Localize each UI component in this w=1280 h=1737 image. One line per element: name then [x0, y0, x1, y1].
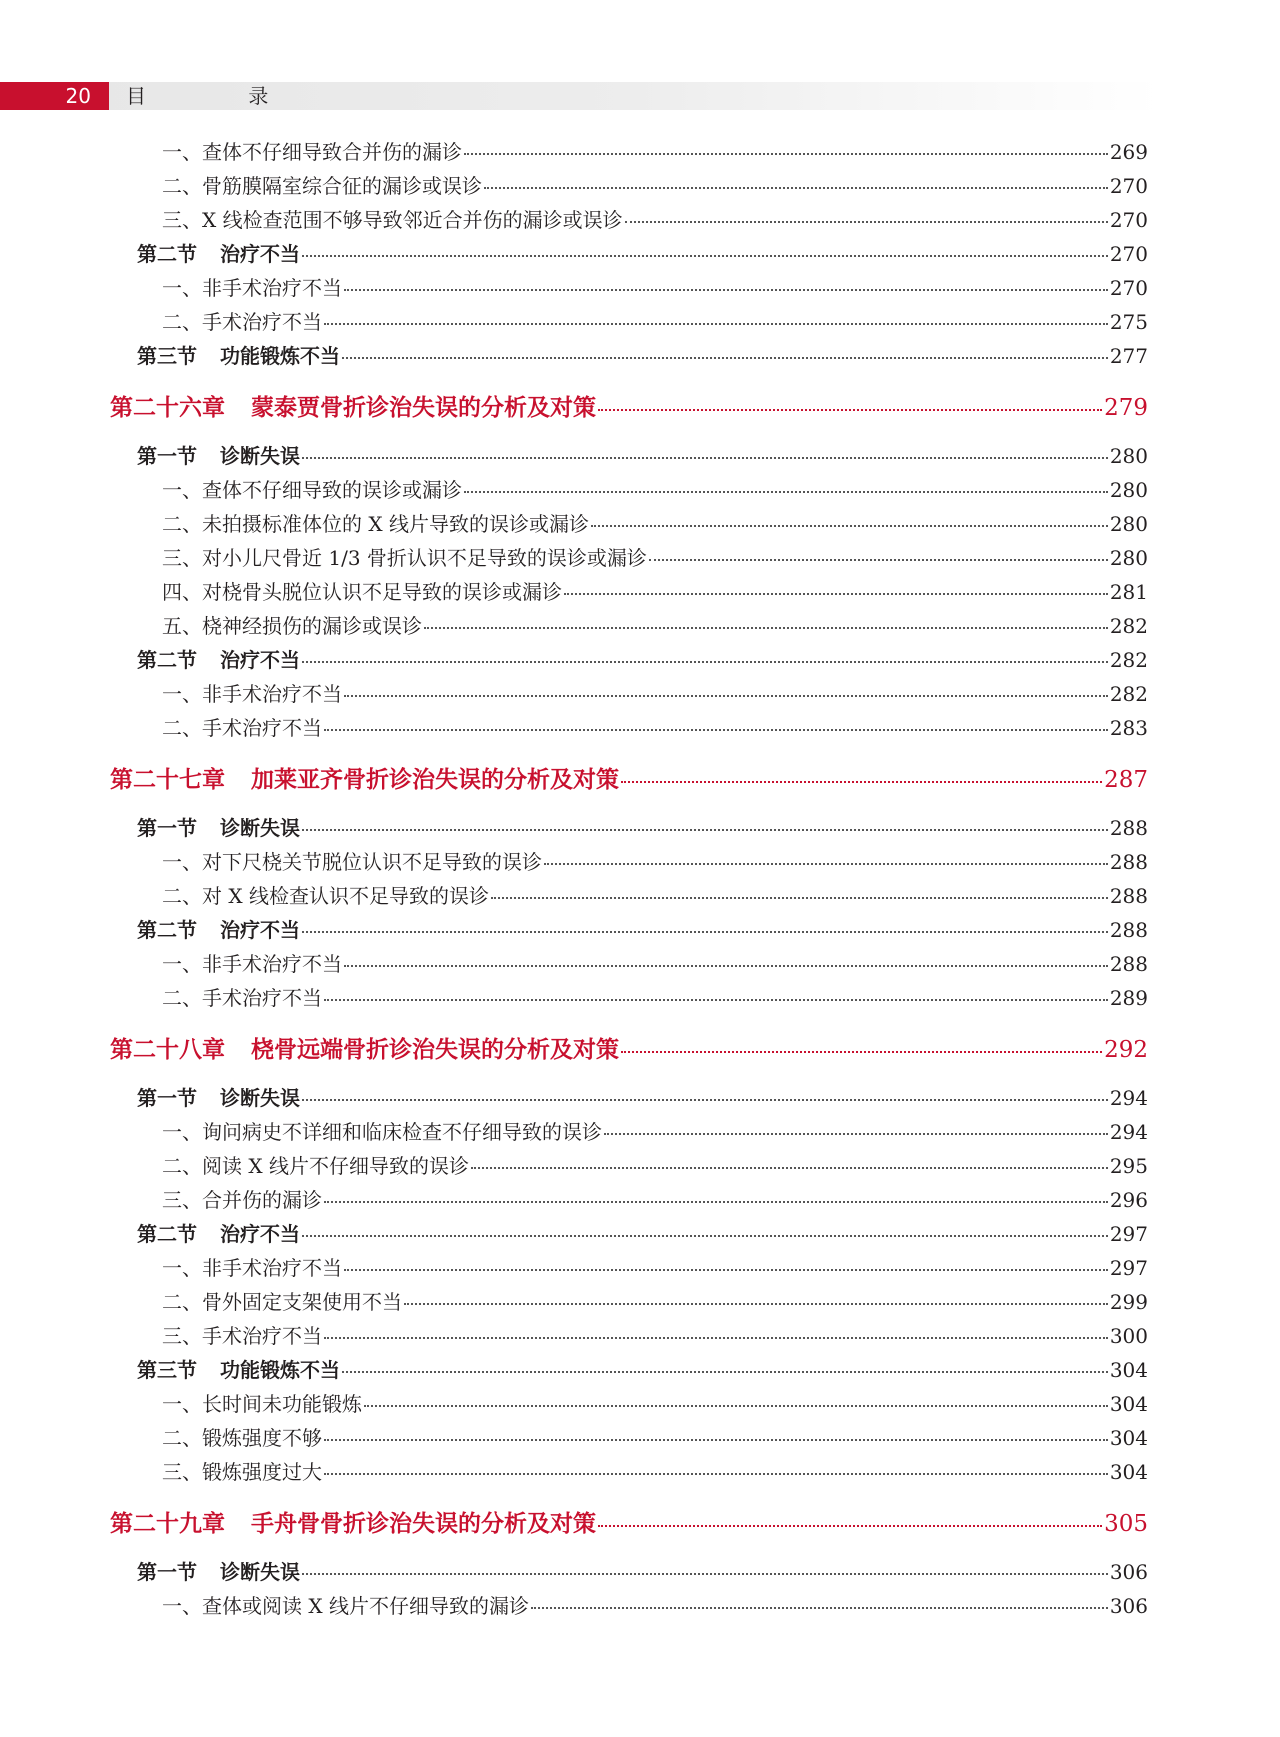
dot-leader [531, 1587, 1108, 1609]
toc-section-page: 304 [1109, 1358, 1148, 1382]
toc-item[interactable] [162, 136, 1148, 164]
toc-section-title: 第三节 功能锻炼不当 [137, 344, 340, 368]
toc-section[interactable] [137, 440, 1148, 468]
dot-leader [604, 1113, 1108, 1135]
toc-item-title: 三、手术治疗不当 [162, 1324, 322, 1348]
dot-leader [302, 911, 1108, 933]
toc-chapter[interactable] [110, 1505, 1148, 1537]
toc-section-title: 第一节 诊断失误 [137, 1086, 300, 1110]
toc-section[interactable] [137, 1354, 1148, 1382]
toc-item-page: 282 [1109, 682, 1148, 706]
toc-chapter[interactable] [110, 761, 1148, 793]
toc-section-page: 288 [1109, 816, 1148, 840]
toc-section-title: 第一节 诊断失误 [137, 1560, 300, 1584]
toc-chapter-title: 第二十九章 手舟骨骨折诊治失误的分析及对策 [110, 1511, 597, 1537]
toc-item[interactable] [162, 1320, 1148, 1348]
toc-item-title: 一、非手术治疗不当 [162, 682, 342, 706]
toc-item-page: 304 [1109, 1426, 1148, 1450]
toc-item-page: 306 [1109, 1594, 1148, 1618]
toc-section-title: 第二节 治疗不当 [137, 1222, 300, 1246]
toc-chapter-title: 第二十八章 桡骨远端骨折诊治失误的分析及对策 [110, 1037, 620, 1063]
toc-item-page: 296 [1109, 1188, 1148, 1212]
toc-section-page: 306 [1109, 1560, 1148, 1584]
dot-leader [344, 1249, 1108, 1271]
toc-section-page: 282 [1109, 648, 1148, 672]
toc-item-title: 二、未拍摄标准体位的 X 线片导致的误诊或漏诊 [162, 512, 589, 536]
dot-leader [342, 337, 1108, 359]
dot-leader [324, 1181, 1108, 1203]
toc-chapter-page: 287 [1104, 767, 1148, 793]
toc-item-title: 一、非手术治疗不当 [162, 1256, 342, 1280]
dot-leader [324, 979, 1108, 1001]
toc-item-page: 288 [1109, 952, 1148, 976]
toc-item[interactable] [162, 880, 1148, 908]
toc-section-title: 第二节 治疗不当 [137, 918, 300, 942]
toc-item-page: 270 [1109, 276, 1148, 300]
dot-leader [625, 201, 1108, 223]
toc-section-title: 第一节 诊断失误 [137, 816, 300, 840]
toc-item[interactable] [162, 1286, 1148, 1314]
toc-item-title: 一、对下尺桡关节脱位认识不足导致的误诊 [162, 850, 542, 874]
page-number: 20 [0, 82, 109, 110]
toc-item-title: 二、对 X 线检查认识不足导致的误诊 [162, 884, 489, 908]
toc-item-page: 280 [1109, 546, 1148, 570]
dot-leader [302, 235, 1108, 257]
dot-leader [324, 1453, 1108, 1475]
toc-chapter-title: 第二十七章 加莱亚齐骨折诊治失误的分析及对策 [110, 767, 620, 793]
toc-section[interactable] [137, 644, 1148, 672]
dot-leader [302, 641, 1108, 663]
toc-item-title: 二、手术治疗不当 [162, 716, 322, 740]
dot-leader [424, 607, 1108, 629]
toc-section[interactable] [137, 1082, 1148, 1110]
toc-item-page: 288 [1109, 850, 1148, 874]
toc-chapter[interactable] [110, 389, 1148, 421]
dot-leader [324, 709, 1108, 731]
dot-leader [591, 505, 1108, 527]
toc-section-title: 第二节 治疗不当 [137, 648, 300, 672]
toc-item-title: 二、阅读 X 线片不仔细导致的误诊 [162, 1154, 469, 1178]
toc-item-page: 299 [1109, 1290, 1148, 1314]
toc-section[interactable] [137, 1218, 1148, 1246]
dot-leader [544, 843, 1108, 865]
toc-item-title: 二、骨外固定支架使用不当 [162, 1290, 402, 1314]
dot-leader [344, 945, 1108, 967]
toc-section[interactable] [137, 238, 1148, 266]
toc-item[interactable] [162, 678, 1148, 706]
toc-item-title: 一、询问病史不详细和临床检查不仔细导致的误诊 [162, 1120, 602, 1144]
dot-leader [598, 1502, 1102, 1527]
dot-leader [484, 167, 1108, 189]
toc-section-page: 280 [1109, 444, 1148, 468]
dot-leader [324, 1419, 1108, 1441]
dot-leader [464, 471, 1108, 493]
dot-leader [464, 133, 1108, 155]
page-header [0, 82, 1160, 110]
toc-item-title: 一、长时间未功能锻炼 [162, 1392, 362, 1416]
toc-item[interactable] [162, 1388, 1148, 1416]
toc-item[interactable] [162, 982, 1148, 1010]
toc-item-title: 二、手术治疗不当 [162, 310, 322, 334]
toc-item[interactable] [162, 272, 1148, 300]
toc-section[interactable] [137, 340, 1148, 368]
toc-chapter-title: 第二十六章 蒙泰贾骨折诊治失误的分析及对策 [110, 395, 597, 421]
toc-item-page: 275 [1109, 310, 1148, 334]
dot-leader [344, 269, 1108, 291]
dot-leader [302, 1553, 1108, 1575]
toc-item-title: 五、桡神经损伤的漏诊或误诊 [162, 614, 422, 638]
toc-item-page: 283 [1109, 716, 1148, 740]
header-title: 目 录 [126, 84, 317, 108]
toc-item-page: 282 [1109, 614, 1148, 638]
toc-item-title: 二、手术治疗不当 [162, 986, 322, 1010]
toc-item-page: 297 [1109, 1256, 1148, 1280]
toc-section[interactable] [137, 812, 1148, 840]
toc-chapter-page: 279 [1104, 395, 1148, 421]
toc-item-title: 三、X 线检查范围不够导致邻近合并伤的漏诊或误诊 [162, 208, 623, 232]
toc-item-page: 295 [1109, 1154, 1148, 1178]
toc-item-page: 281 [1109, 580, 1148, 604]
dot-leader [302, 1079, 1108, 1101]
toc-item[interactable] [162, 508, 1148, 536]
toc-item[interactable] [162, 474, 1148, 502]
dot-leader [649, 539, 1108, 561]
toc-item-page: 288 [1109, 884, 1148, 908]
toc-item[interactable] [162, 542, 1148, 570]
toc-item-title: 一、查体不仔细导致的误诊或漏诊 [162, 478, 462, 502]
dot-leader [324, 1317, 1108, 1339]
toc-section-page: 270 [1109, 242, 1148, 266]
toc-section-title: 第一节 诊断失误 [137, 444, 300, 468]
toc-item[interactable] [162, 1456, 1148, 1484]
toc-item[interactable] [162, 1116, 1148, 1144]
toc-item-title: 一、查体或阅读 X 线片不仔细导致的漏诊 [162, 1594, 529, 1618]
toc-item[interactable] [162, 306, 1148, 334]
toc-item-page: 269 [1109, 140, 1148, 164]
toc-section-title: 第二节 治疗不当 [137, 242, 300, 266]
toc-section-page: 297 [1109, 1222, 1148, 1246]
dot-leader [302, 1215, 1108, 1237]
toc-section[interactable] [137, 914, 1148, 942]
toc-section[interactable] [137, 1556, 1148, 1584]
toc-item-page: 300 [1109, 1324, 1148, 1348]
toc-item-title: 一、非手术治疗不当 [162, 276, 342, 300]
toc-item-title: 三、对小儿尺骨近 1/3 骨折认识不足导致的误诊或漏诊 [162, 546, 647, 570]
toc-item-page: 289 [1109, 986, 1148, 1010]
toc-item[interactable] [162, 1150, 1148, 1178]
toc-item-page: 280 [1109, 478, 1148, 502]
toc-chapter-page: 305 [1104, 1511, 1148, 1537]
toc-item-page: 304 [1109, 1392, 1148, 1416]
toc-item-title: 一、非手术治疗不当 [162, 952, 342, 976]
toc-item-page: 270 [1109, 174, 1148, 198]
toc-item-title: 二、骨筋膜隔室综合征的漏诊或误诊 [162, 174, 482, 198]
toc-chapter[interactable] [110, 1031, 1148, 1063]
toc-section-title: 第三节 功能锻炼不当 [137, 1358, 340, 1382]
toc-item-title: 一、查体不仔细导致合并伤的漏诊 [162, 140, 462, 164]
toc-item-page: 294 [1109, 1120, 1148, 1144]
dot-leader [621, 1028, 1102, 1053]
toc-item-title: 三、锻炼强度过大 [162, 1460, 322, 1484]
toc-item[interactable] [162, 170, 1148, 198]
toc-item-title: 四、对桡骨头脱位认识不足导致的误诊或漏诊 [162, 580, 562, 604]
toc-item[interactable] [162, 1184, 1148, 1212]
toc-item-title: 三、合并伤的漏诊 [162, 1188, 322, 1212]
dot-leader [621, 758, 1102, 783]
dot-leader [404, 1283, 1108, 1305]
dot-leader [364, 1385, 1108, 1407]
toc-section-page: 294 [1109, 1086, 1148, 1110]
toc-item-page: 280 [1109, 512, 1148, 536]
dot-leader [302, 809, 1108, 831]
toc-item-page: 304 [1109, 1460, 1148, 1484]
toc-item[interactable] [162, 712, 1148, 740]
dot-leader [491, 877, 1108, 899]
toc-item[interactable] [162, 610, 1148, 638]
toc-item[interactable] [162, 204, 1148, 232]
dot-leader [344, 675, 1108, 697]
toc-item[interactable] [162, 1252, 1148, 1280]
toc-item[interactable] [162, 1590, 1148, 1618]
toc-item[interactable] [162, 1422, 1148, 1450]
toc-item[interactable] [162, 846, 1148, 874]
toc-item-title: 二、锻炼强度不够 [162, 1426, 322, 1450]
toc-chapter-page: 292 [1104, 1037, 1148, 1063]
toc-section-page: 288 [1109, 918, 1148, 942]
toc-section-page: 277 [1109, 344, 1148, 368]
dot-leader [324, 303, 1108, 325]
dot-leader [342, 1351, 1108, 1373]
toc-item[interactable] [162, 948, 1148, 976]
dot-leader [598, 386, 1102, 411]
dot-leader [302, 437, 1108, 459]
toc-item[interactable] [162, 576, 1148, 604]
toc-item-page: 270 [1109, 208, 1148, 232]
dot-leader [471, 1147, 1108, 1169]
dot-leader [564, 573, 1108, 595]
